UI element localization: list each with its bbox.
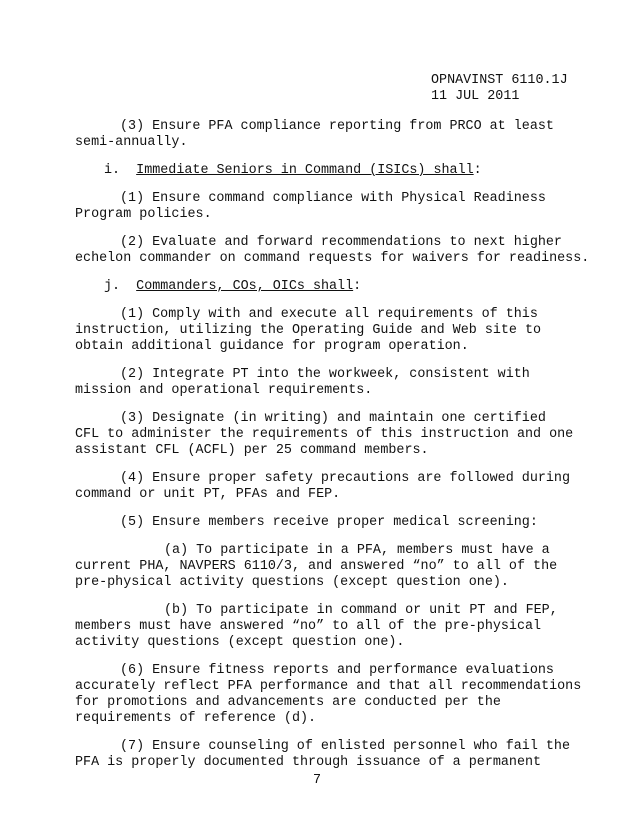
paragraph-j5b-line-3: activity questions (except question one). [75, 635, 405, 650]
document-header [431, 73, 568, 105]
paragraph-j6-line-2: accurately reflect PFA performance and that all recommendations [75, 679, 582, 694]
page-number: 7 [313, 773, 322, 788]
paragraph-j5a-line-3: pre-physical activity questions (except question one). [75, 575, 509, 590]
paragraph-j6-line-1: (6) Ensure fitness reports and performance evaluations [120, 663, 554, 678]
paragraph-j5b-line-1: (b) To participate in command or unit PT and FEP, [164, 603, 558, 618]
paragraph-i2-line-2: echelon commander on command requests for waivers for readiness. [75, 251, 590, 266]
paragraph-j1-line-3: obtain additional guidance for program operation. [75, 339, 469, 354]
section-j-label: j. [104, 279, 121, 294]
paragraph-j3-line-3: assistant CFL (ACFL) per 25 command members. [75, 443, 429, 458]
paragraph-prco-line-2: semi-annually. [75, 135, 188, 150]
paragraph-j7-line-2: PFA is properly documented through issuance of a permanent [75, 755, 542, 770]
section-i-heading [104, 163, 482, 179]
paragraph-prco-line-1: (3) Ensure PFA compliance reporting from PRCO at least [120, 119, 554, 134]
paragraph-j4-line-2: command or unit PT, PFAs and FEP. [75, 487, 341, 502]
paragraph-j4-line-1: (4) Ensure proper safety precautions are followed during [120, 471, 570, 486]
paragraph-i2-line-1: (2) Evaluate and forward recommendations to next higher [120, 235, 562, 250]
paragraph-j2-line-2: mission and operational requirements. [75, 383, 373, 398]
paragraph-j6-line-4: requirements of reference (d). [75, 711, 317, 726]
paragraph-j2-line-1: (2) Integrate PT into the workweek, consistent with [120, 367, 530, 382]
section-i-label: i. [104, 163, 121, 178]
paragraph-j6-line-3: for promotions and advancements are conducted per the [75, 695, 501, 710]
paragraph-j5a-line-2: current PHA, NAVPERS 6110/3, and answered “no” to all of the [75, 559, 558, 574]
section-j-colon: : [353, 279, 362, 294]
section-j-heading [104, 279, 361, 295]
paragraph-i1-line-1: (1) Ensure command compliance with Physical Readiness [120, 191, 546, 206]
paragraph-i1-line-2: Program policies. [75, 207, 212, 222]
paragraph-j5-line-1: (5) Ensure members receive proper medical screening: [120, 515, 538, 530]
paragraph-j7-line-1: (7) Ensure counseling of enlisted personnel who fail the [120, 739, 570, 754]
section-j-title: Commanders, COs, OICs shall [136, 279, 354, 294]
paragraph-j1-line-2: instruction, utilizing the Operating Guide and Web site to [75, 323, 542, 338]
section-i-colon: : [473, 163, 482, 178]
document-date: 11 JUL 2011 [431, 89, 520, 104]
paragraph-j1-line-1: (1) Comply with and execute all requirements of this [120, 307, 538, 322]
section-i-title: Immediate Seniors in Command (ISICs) shall [136, 163, 474, 178]
instruction-number: OPNAVINST 6110.1J [431, 73, 568, 88]
paragraph-j5a-line-1: (a) To participate in a PFA, members must have a [164, 543, 550, 558]
paragraph-j3-line-1: (3) Designate (in writing) and maintain one certified [120, 411, 546, 426]
paragraph-j3-line-2: CFL to administer the requirements of this instruction and one [75, 427, 574, 442]
paragraph-j5b-line-2: members must have answered “no” to all of the pre-physical [75, 619, 542, 634]
